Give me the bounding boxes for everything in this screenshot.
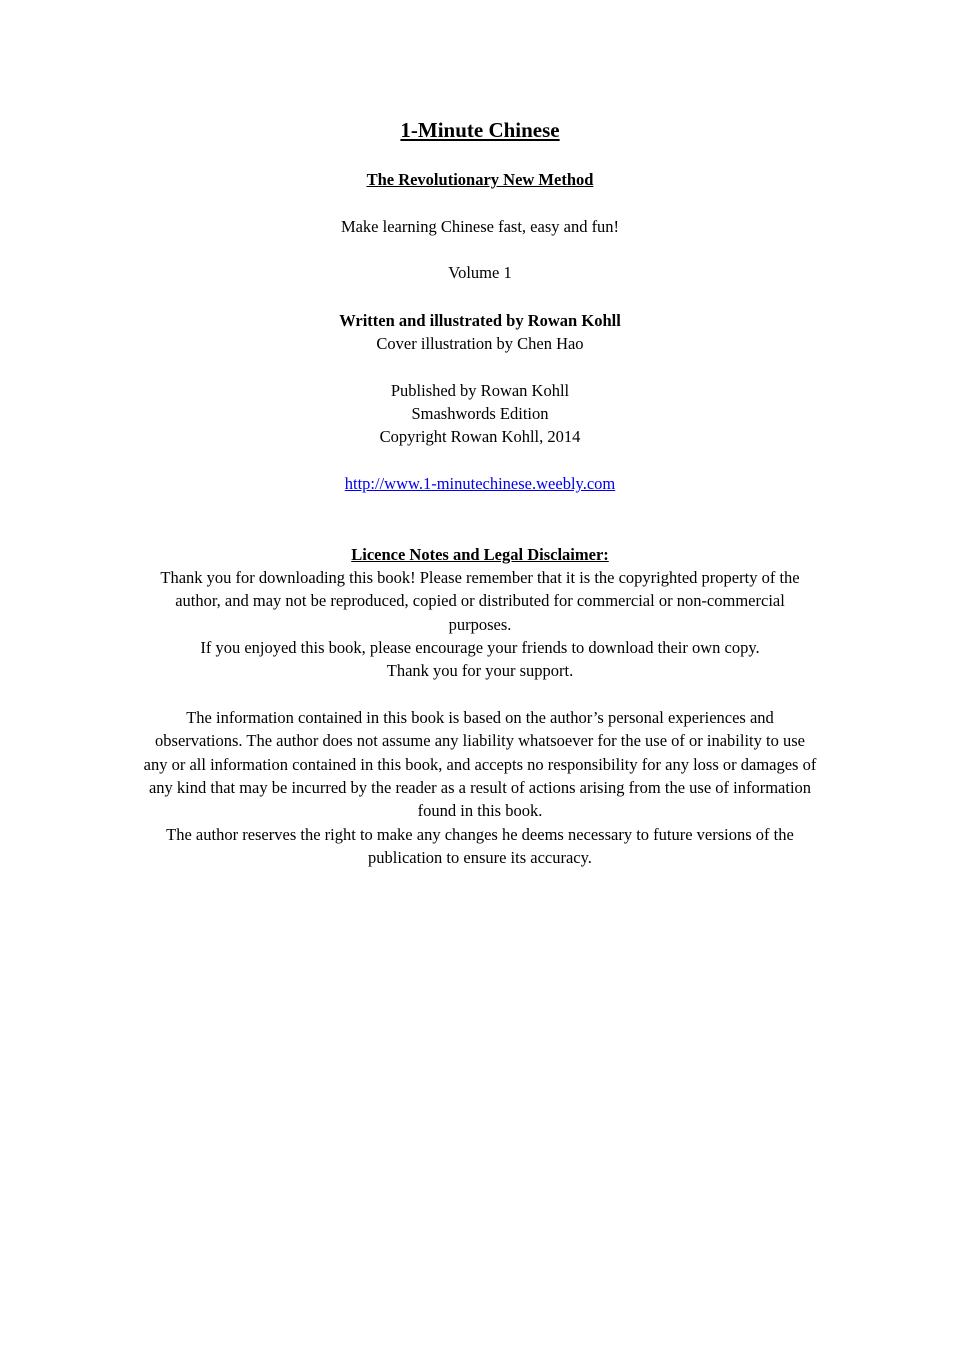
licence-text-line: Thank you for your support. xyxy=(386,661,574,680)
disclaimer-text-line: any or all information contained in this book, and accepts no responsibility for any loss or damages of xyxy=(143,755,817,774)
publisher-credit: Published by Rowan Kohll xyxy=(390,381,570,400)
edition-label: Smashwords Edition xyxy=(411,404,549,423)
disclaimer-text-line: publication to ensure its accuracy. xyxy=(368,848,592,867)
licence-text-line: purposes. xyxy=(448,615,512,634)
licence-text-line: author, and may not be reproduced, copied or distributed for commercial or non-commercial xyxy=(175,591,785,610)
book-subtitle: The Revolutionary New Method xyxy=(366,170,594,189)
volume-label: Volume 1 xyxy=(448,263,512,282)
cover-credit: Cover illustration by Chen Hao xyxy=(376,334,584,353)
licence-text-line: Thank you for downloading this book! Please remember that it is the copyrighted property of the xyxy=(160,568,800,587)
disclaimer-text-line: any kind that may be incurred by the reader as a result of actions arising from the use of information xyxy=(148,778,812,797)
website-link[interactable]: http://www.1-minutechinese.weebly.com xyxy=(344,474,616,493)
author-credit: Written and illustrated by Rowan Kohll xyxy=(339,311,621,330)
book-tagline: Make learning Chinese fast, easy and fun! xyxy=(340,217,620,236)
disclaimer-text-line: The author reserves the right to make any changes he deems necessary to future versions of the xyxy=(166,825,794,844)
disclaimer-text-line: The information contained in this book is based on the author’s personal experiences and xyxy=(186,708,774,727)
disclaimer-text-line: observations. The author does not assume any liability whatsoever for the use of or inability to use xyxy=(155,731,805,750)
licence-text-line: If you enjoyed this book, please encourage your friends to download their own copy. xyxy=(200,638,760,657)
copyright-notice: Copyright Rowan Kohll, 2014 xyxy=(379,427,581,446)
disclaimer-text-line: found in this book. xyxy=(417,801,543,820)
website-line xyxy=(0,472,960,495)
book-title: 1-Minute Chinese xyxy=(400,118,560,142)
licence-heading: Licence Notes and Legal Disclaimer: xyxy=(351,545,609,564)
